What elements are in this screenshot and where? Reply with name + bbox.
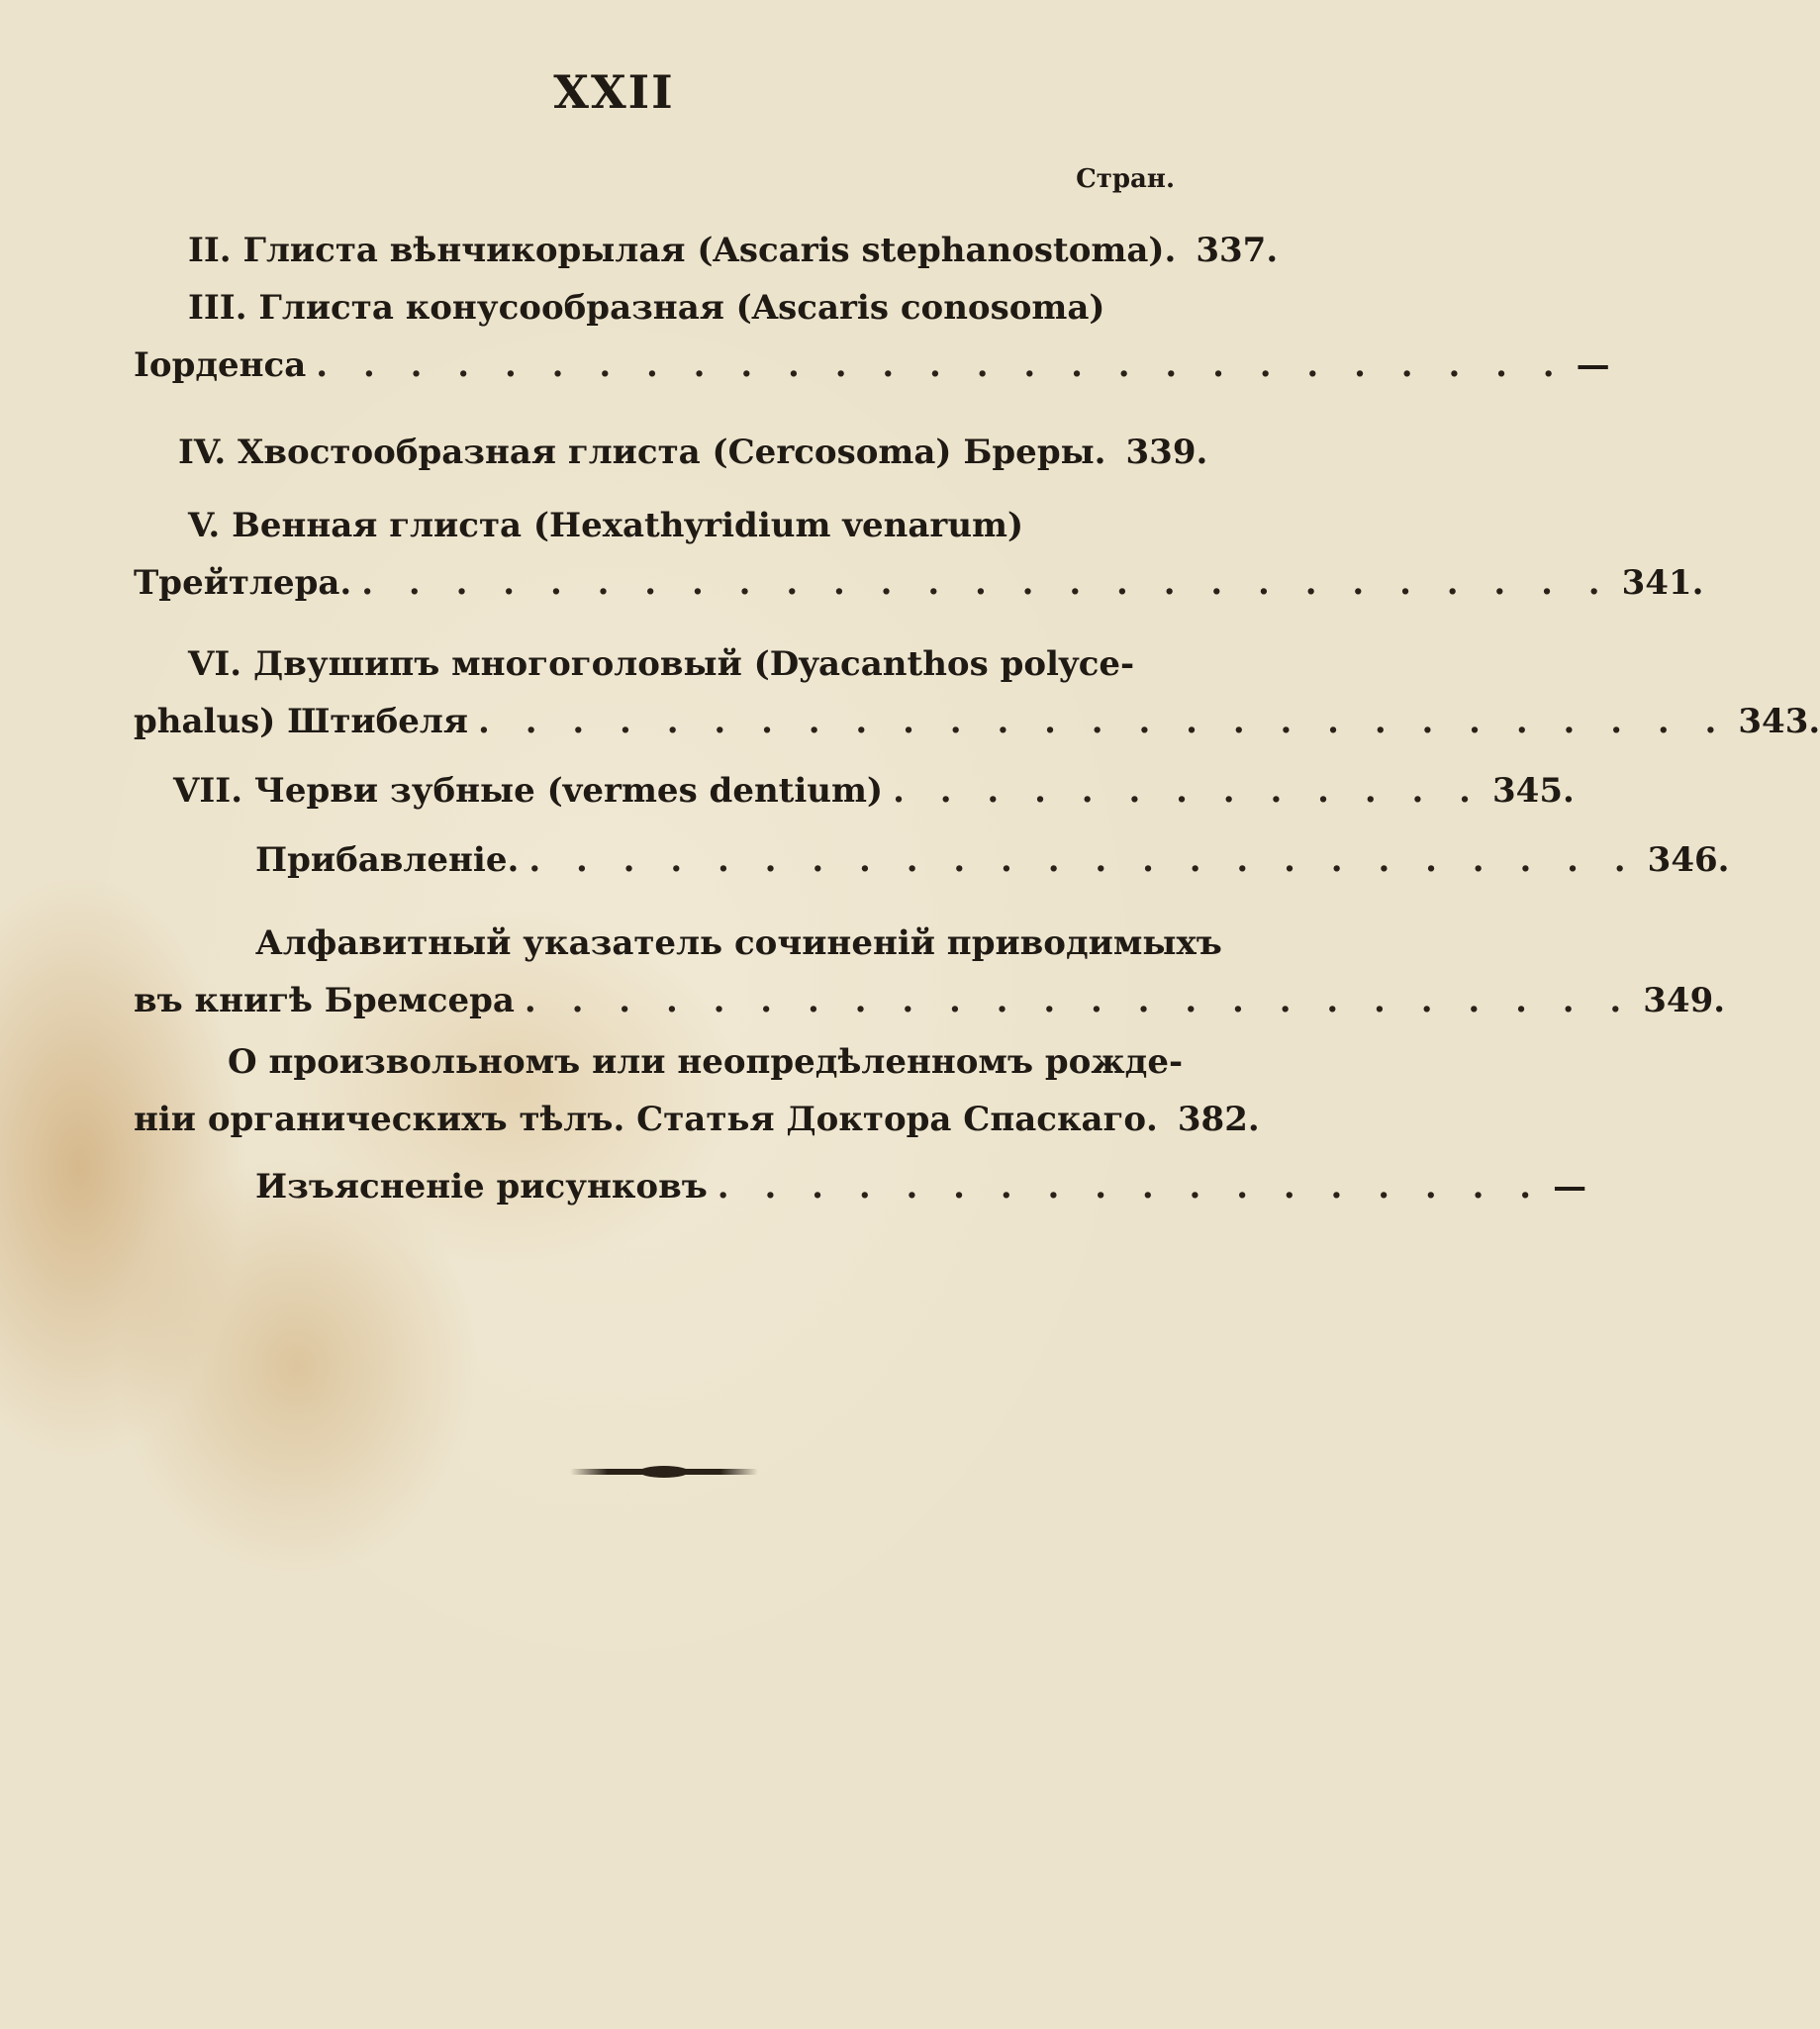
toc-entry-title: Изъясненіе рисунковъ — [255, 1167, 708, 1207]
toc-page-number: 345. — [1492, 771, 1575, 811]
toc-page-number: — — [1576, 345, 1610, 385]
leader-dots: . . . . . . . . . . . . . . . . . . . . . . . . . . . — [478, 702, 1729, 741]
toc-page-number: — — [1553, 1167, 1587, 1207]
toc-entry-index — [134, 915, 1726, 1029]
toc-page-number: 382. — [1177, 1100, 1260, 1139]
toc-page-number: 343. — [1738, 702, 1820, 741]
toc-entry-title: IV. Хвостообразная глиста (Cercosoma) Бреры. — [178, 433, 1106, 472]
toc-entry-title: О произвольномъ или неопредѣленномъ рожде- — [228, 1042, 1184, 1082]
toc-page-number: 346. — [1647, 840, 1730, 880]
page-column-label: Стран. — [1076, 164, 1175, 194]
leader-dots: . . . . . . . . . . . . . . . . . . . . . . . . — [528, 840, 1638, 880]
toc-entry-iv — [178, 424, 1208, 481]
toc-entry-title: Алфавитный указатель сочиненій приводимыхъ — [255, 923, 1222, 963]
leader-dots: . . . . . . . . . . . . . — [893, 771, 1484, 811]
toc-entry-appendix — [255, 831, 1730, 889]
toc-entry-article — [134, 1033, 1260, 1148]
ornamental-divider — [570, 1469, 758, 1475]
leader-dots: . . . . . . . . . . . . . . . . . . — [717, 1167, 1544, 1207]
toc-entry-v — [134, 497, 1704, 612]
toc-entry-title: Прибавленіе. — [255, 840, 520, 880]
toc-entry-vi — [134, 635, 1820, 750]
toc-entry-title: VII. Черви зубные (vermes dentium) — [173, 771, 884, 811]
toc-entry-title-cont: Іорденса — [134, 345, 307, 385]
leader-dots: . . . . . . . . . . . . . . . . . . . . . . . . . . . — [361, 563, 1612, 603]
toc-entry-title: III. Глиста конусообразная (Ascaris conosoma) — [188, 288, 1105, 328]
toc-page-number: 339. — [1125, 433, 1208, 472]
toc-page-number: 337. — [1196, 231, 1279, 270]
toc-entry-title-cont: phalus) Штибеля — [134, 702, 469, 741]
page-header: XXII — [553, 65, 675, 119]
leader-dots: . . . . . . . . . . . . . . . . . . . . . . . . . . . — [316, 345, 1567, 385]
toc-entry-vii — [173, 762, 1575, 820]
toc-entry-ii — [188, 222, 1279, 279]
toc-entry-iii — [134, 279, 1610, 394]
toc-entry-title: II. Глиста вѣнчикорылая (Ascaris stephanostoma). — [188, 231, 1177, 270]
toc-entry-title: V. Венная глиста (Hexathyridium venarum) — [188, 506, 1024, 545]
toc-entry-figures — [255, 1158, 1587, 1215]
toc-entry-title-cont: въ книгѣ Бремсера — [134, 981, 515, 1020]
toc-page-number: 341. — [1621, 563, 1704, 603]
toc-entry-title: VI. Двушипъ многоголовый (Dyacanthos polyce- — [188, 644, 1135, 684]
toc-page-number: 349. — [1643, 981, 1726, 1020]
toc-entry-title-cont: ніи органическихъ тѣлъ. Статья Доктора Спаскаго. — [134, 1100, 1158, 1139]
leader-dots: . . . . . . . . . . . . . . . . . . . . . . . . — [524, 981, 1634, 1020]
toc-entry-title-cont: Трейтлера. — [134, 563, 352, 603]
